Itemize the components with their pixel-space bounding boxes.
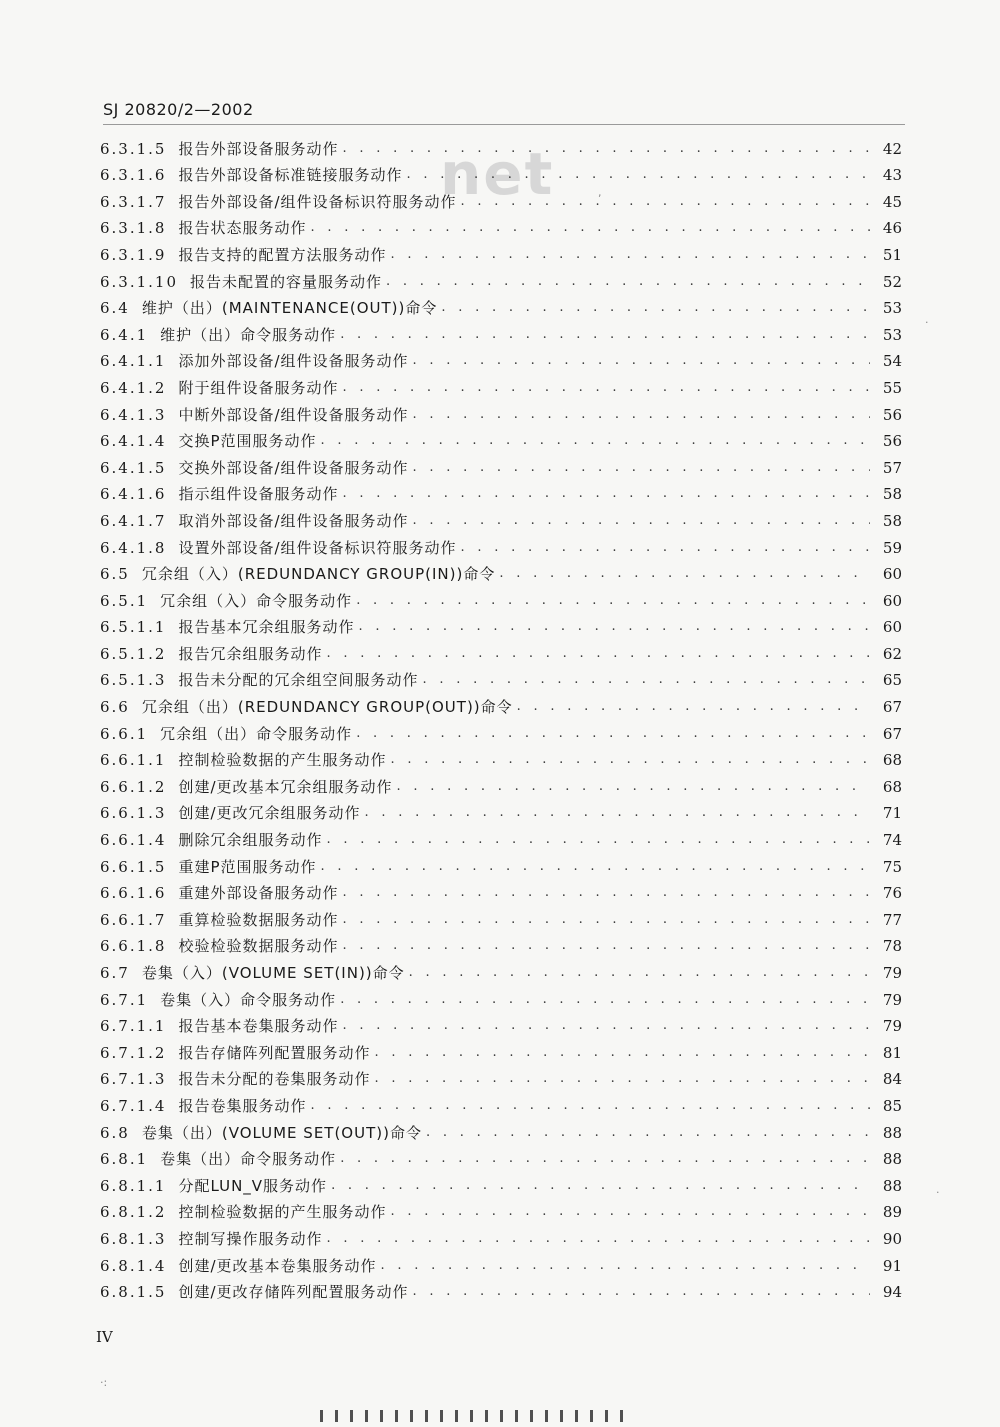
toc-page-number: 45 [882, 192, 902, 211]
toc-dot-leader [331, 1176, 870, 1196]
toc-page-number: 68 [882, 777, 902, 796]
toc-section-title: 中断外部设备/组件设备服务动作 [178, 405, 409, 424]
toc-section-number: 6.3.1.9 [100, 245, 167, 264]
toc-page-number: 88 [882, 1150, 902, 1169]
toc-entry [100, 1063, 902, 1090]
toc-section-number: 6.3.1.10 [100, 272, 179, 291]
toc-section-number: 6.4.1.6 [100, 485, 167, 504]
toc-page-number: 71 [882, 804, 902, 823]
toc-page-number: 88 [882, 1176, 902, 1195]
toc-dot-leader [499, 564, 870, 584]
toc-section-number: 6.4.1 [100, 325, 149, 344]
toc-entry [100, 185, 902, 212]
toc-page-number: 54 [882, 352, 902, 371]
toc-section-title: 指示组件设备服务动作 [178, 485, 339, 504]
toc-section-title: 分配LUN_V服务动作 [178, 1176, 328, 1195]
toc-section-title: 创建/更改冗余组服务动作 [178, 804, 361, 823]
toc-entry [100, 611, 902, 638]
toc-section-title: 控制检验数据的产生服务动作 [178, 751, 387, 770]
toc-section-title: 报告外部设备服务动作 [178, 139, 339, 158]
toc-section-number: 6.6.1.4 [100, 831, 167, 850]
toc-section-number: 6.3.1.7 [100, 192, 167, 211]
toc-entry [100, 425, 902, 452]
toc-section-title: 取消外部设备/组件设备服务动作 [178, 511, 409, 530]
toc-entry [100, 637, 902, 664]
toc-page-number: 58 [882, 511, 902, 530]
toc-dot-leader [397, 777, 870, 797]
toc-page-number: 67 [882, 724, 902, 743]
toc-entry [100, 690, 902, 717]
toc-entry [100, 318, 902, 345]
toc-section-number: 6.8.1.2 [100, 1203, 167, 1222]
toc-section-title: 报告卷集服务动作 [178, 1096, 307, 1115]
toc-section-title: 删除冗余组服务动作 [178, 831, 323, 850]
scan-speck: · [936, 1186, 940, 1199]
toc-entry [100, 1116, 902, 1143]
toc-dot-leader [391, 245, 871, 265]
toc-entry [100, 371, 902, 398]
toc-section-number: 6.7 [100, 964, 130, 982]
toc-entry [100, 664, 902, 691]
toc-dot-leader [375, 1043, 871, 1063]
toc-entry [100, 1276, 902, 1303]
toc-entry [100, 292, 902, 319]
toc-section-number: 6.5 [100, 565, 130, 584]
toc-entry [100, 1222, 902, 1249]
toc-page-number: 46 [882, 219, 902, 238]
toc-section-title: 报告基本卷集服务动作 [178, 1017, 339, 1036]
toc-entry [100, 1143, 902, 1170]
toc-section-number: 6.4.1.1 [100, 352, 167, 371]
toc-page-number: 42 [882, 139, 902, 158]
toc-dot-leader [381, 1256, 870, 1276]
scan-speck: , [598, 186, 602, 199]
toc-section-number: 6.3.1.5 [100, 139, 167, 158]
toc-section-number: 6.7.1 [100, 990, 149, 1009]
toc-section-number: 6.5.1 [100, 591, 149, 610]
toc-page-number: 79 [882, 964, 902, 982]
toc-section-title: 冗余组（入）命令服务动作 [160, 591, 353, 610]
toc-section-title: 冗余组（出）(REDUNDANCY GROUP(OUT))命令 [141, 698, 513, 717]
toc-dot-leader [343, 484, 871, 504]
toc-dot-leader [461, 538, 870, 558]
toc-entry [100, 850, 902, 877]
scan-artifact-strip [320, 1410, 635, 1422]
toc-section-title: 交换外部设备/组件设备服务动作 [178, 458, 409, 477]
toc-dot-leader [409, 963, 870, 983]
toc-section-number: 6.6.1 [100, 724, 149, 743]
toc-dot-leader [343, 378, 871, 398]
toc-section-number: 6.8.1.5 [100, 1283, 167, 1302]
toc-page-number: 60 [882, 565, 902, 584]
toc-entry [100, 451, 902, 478]
toc-page-number: 81 [882, 1043, 902, 1062]
toc-entry [100, 159, 902, 186]
toc-section-number: 6.4.1.7 [100, 511, 167, 530]
toc-section-number: 6.6.1.8 [100, 937, 167, 956]
toc-page-number: 57 [882, 458, 902, 477]
toc-page-number: 43 [882, 166, 902, 185]
toc-entry [100, 558, 902, 585]
toc-dot-leader [426, 1123, 870, 1143]
toc-entry [100, 478, 902, 505]
toc-section-number: 6.4.1.5 [100, 458, 167, 477]
toc-section-number: 6.5.1.2 [100, 644, 167, 663]
watermark: net [440, 140, 555, 208]
toc-dot-leader [365, 803, 870, 823]
toc-dot-leader [407, 165, 871, 185]
toc-section-title: 控制写操作服务动作 [178, 1229, 323, 1248]
toc-section-title: 报告存储阵列配置服务动作 [178, 1043, 371, 1062]
toc-entry [100, 1249, 902, 1276]
toc-page-number: 56 [882, 405, 902, 424]
scan-speck: ·: [100, 1376, 108, 1389]
toc-section-number: 6.6.1.5 [100, 857, 167, 876]
toc-dot-leader [413, 458, 870, 478]
toc-entry [100, 212, 902, 239]
toc-page-number: 94 [882, 1283, 902, 1302]
toc-section-title: 附于组件设备服务动作 [178, 378, 339, 397]
toc-dot-leader [321, 857, 870, 877]
toc-dot-leader [356, 724, 870, 744]
toc-section-title: 控制检验数据的产生服务动作 [178, 1203, 387, 1222]
toc-page-number: 60 [882, 618, 902, 637]
toc-section-title: 报告基本冗余组服务动作 [178, 618, 355, 637]
toc-section-number: 6.4.1.3 [100, 405, 167, 424]
toc-section-number: 6.3.1.6 [100, 166, 167, 185]
toc-section-number: 6.8 [100, 1123, 130, 1142]
toc-section-number: 6.5.1.3 [100, 671, 167, 690]
toc-dot-leader [343, 910, 871, 930]
toc-page-number: 85 [882, 1096, 902, 1115]
toc-page-number: 88 [882, 1123, 902, 1142]
toc-page-number: 74 [882, 831, 902, 850]
toc-entry [100, 345, 902, 372]
toc-section-title: 创建/更改基本卷集服务动作 [178, 1256, 377, 1275]
toc-section-number: 6.6.1.6 [100, 884, 167, 903]
toc-entry [100, 1036, 902, 1063]
toc-entry [100, 531, 902, 558]
toc-page-number: 90 [882, 1229, 902, 1248]
toc-entry [100, 770, 902, 797]
toc-dot-leader [413, 511, 870, 531]
toc-dot-leader [343, 139, 871, 159]
toc-section-number: 6.5.1.1 [100, 618, 167, 637]
toc-section-number: 6.6 [100, 698, 130, 717]
toc-dot-leader [311, 1096, 871, 1116]
toc-section-number: 6.7.1.2 [100, 1043, 167, 1062]
toc-section-number: 6.6.1.2 [100, 777, 167, 796]
toc-entry [100, 717, 902, 744]
toc-page-number: 60 [882, 591, 902, 610]
toc-dot-leader [461, 192, 870, 212]
toc-entry [100, 903, 902, 930]
toc-page-number: 62 [882, 644, 902, 663]
toc-page-number: 58 [882, 485, 902, 504]
toc-entry [100, 1089, 902, 1116]
toc-section-title: 添加外部设备/组件设备服务动作 [178, 352, 409, 371]
toc-section-number: 6.4 [100, 299, 130, 318]
toc-section-title: 维护（出）命令服务动作 [160, 325, 337, 344]
toc-dot-leader [343, 1016, 871, 1036]
toc-section-number: 6.7.1.1 [100, 1017, 167, 1036]
toc-section-number: 6.4.1.2 [100, 378, 167, 397]
toc-entry [100, 797, 902, 824]
toc-dot-leader [413, 405, 870, 425]
toc-section-title: 报告外部设备/组件设备标识符服务动作 [178, 192, 457, 211]
toc-dot-leader [321, 431, 870, 451]
toc-page-number: 79 [882, 990, 902, 1009]
toc-section-title: 设置外部设备/组件设备标识符服务动作 [178, 538, 457, 557]
table-of-contents [100, 132, 902, 1302]
toc-section-title: 卷集（出）(VOLUME SET(OUT))命令 [141, 1123, 422, 1142]
toc-dot-leader [441, 298, 870, 318]
toc-section-number: 6.7.1.3 [100, 1070, 167, 1089]
toc-page-number: 91 [882, 1256, 902, 1275]
toc-section-title: 报告外部设备标准链接服务动作 [178, 166, 403, 185]
toc-section-number: 6.8.1.3 [100, 1229, 167, 1248]
toc-page-number: 67 [882, 698, 902, 717]
toc-page-number: 76 [882, 884, 902, 903]
toc-section-title: 冗余组（入）(REDUNDANCY GROUP(IN))命令 [141, 565, 496, 584]
toc-entry [100, 744, 902, 771]
toc-section-number: 6.7.1.4 [100, 1096, 167, 1115]
toc-section-title: 报告未分配的卷集服务动作 [178, 1070, 371, 1089]
toc-page-number: 68 [882, 751, 902, 770]
toc-dot-leader [327, 830, 871, 850]
toc-dot-leader [391, 1202, 871, 1222]
toc-dot-leader [343, 883, 871, 903]
scan-speck: · [925, 316, 929, 329]
toc-page-number: 59 [882, 538, 902, 557]
toc-section-title: 报告未分配的冗余组空间服务动作 [178, 671, 419, 690]
toc-dot-leader [340, 1149, 870, 1169]
toc-dot-leader [311, 218, 871, 238]
toc-dot-leader [517, 697, 870, 717]
toc-dot-leader [423, 670, 871, 690]
page-number-label: IV [96, 1328, 113, 1346]
toc-page-number: 56 [882, 432, 902, 451]
toc-section-number: 6.4.1.4 [100, 432, 167, 451]
toc-dot-leader [356, 591, 870, 611]
toc-section-title: 重建P范围服务动作 [178, 857, 317, 876]
toc-dot-leader [340, 990, 870, 1010]
toc-entry [100, 1169, 902, 1196]
toc-entry [100, 504, 902, 531]
toc-entry [100, 983, 902, 1010]
toc-section-number: 6.6.1.3 [100, 804, 167, 823]
toc-section-title: 重算检验数据服务动作 [178, 910, 339, 929]
toc-entry [100, 238, 902, 265]
toc-section-title: 卷集（入）(VOLUME SET(IN))命令 [141, 964, 405, 982]
toc-entry [100, 823, 902, 850]
document-code: SJ 20820/2—2002 [103, 100, 254, 119]
toc-dot-leader [340, 325, 870, 345]
header-rule [103, 124, 905, 125]
toc-dot-leader [391, 750, 871, 770]
toc-dot-leader [413, 1282, 870, 1302]
toc-page-number: 55 [882, 378, 902, 397]
toc-section-number: 6.6.1.7 [100, 910, 167, 929]
toc-page-number: 51 [882, 245, 902, 264]
toc-section-number: 6.8.1.1 [100, 1176, 167, 1195]
toc-page-number: 53 [882, 325, 902, 344]
toc-section-number: 6.4.1.8 [100, 538, 167, 557]
toc-page-number: 65 [882, 671, 902, 690]
toc-dot-leader [327, 644, 871, 664]
toc-dot-leader [343, 936, 871, 956]
toc-dot-leader [413, 351, 870, 371]
toc-entry [100, 930, 902, 957]
toc-section-title: 报告支持的配置方法服务动作 [178, 245, 387, 264]
toc-entry [100, 265, 902, 292]
toc-section-number: 6.3.1.8 [100, 219, 167, 238]
toc-page-number: 53 [882, 299, 902, 318]
toc-section-title: 报告冗余组服务动作 [178, 644, 323, 663]
toc-section-title: 报告未配置的容量服务动作 [190, 272, 383, 291]
toc-page-number: 84 [882, 1070, 902, 1089]
toc-dot-leader [386, 272, 870, 292]
toc-entry [100, 584, 902, 611]
toc-page-number: 52 [882, 272, 902, 291]
toc-section-title: 报告状态服务动作 [178, 219, 307, 238]
toc-section-title: 校验检验数据服务动作 [178, 937, 339, 956]
toc-page-number: 79 [882, 1017, 902, 1036]
toc-entry [100, 132, 902, 159]
toc-section-number: 6.8.1 [100, 1150, 149, 1169]
toc-dot-leader [327, 1229, 871, 1249]
toc-section-title: 创建/更改存储阵列配置服务动作 [178, 1283, 409, 1302]
toc-entry [100, 398, 902, 425]
toc-section-title: 重建外部设备服务动作 [178, 884, 339, 903]
toc-section-title: 维护（出）(MAINTENANCE(OUT))命令 [141, 299, 438, 318]
toc-dot-leader [359, 617, 871, 637]
toc-section-title: 卷集（出）命令服务动作 [160, 1150, 337, 1169]
toc-entry [100, 1196, 902, 1223]
toc-entry [100, 1010, 902, 1037]
toc-section-title: 创建/更改基本冗余组服务动作 [178, 777, 393, 796]
toc-page-number: 77 [882, 910, 902, 929]
toc-page-number: 89 [882, 1203, 902, 1222]
toc-section-title: 冗余组（出）命令服务动作 [160, 724, 353, 743]
toc-entry [100, 877, 902, 904]
toc-section-title: 卷集（入）命令服务动作 [160, 990, 337, 1009]
toc-section-number: 6.8.1.4 [100, 1256, 167, 1275]
toc-section-number: 6.6.1.1 [100, 751, 167, 770]
toc-entry [100, 956, 902, 983]
toc-page-number: 75 [882, 857, 902, 876]
toc-page-number: 78 [882, 937, 902, 956]
toc-section-title: 交换P范围服务动作 [178, 432, 317, 451]
toc-dot-leader [375, 1069, 871, 1089]
